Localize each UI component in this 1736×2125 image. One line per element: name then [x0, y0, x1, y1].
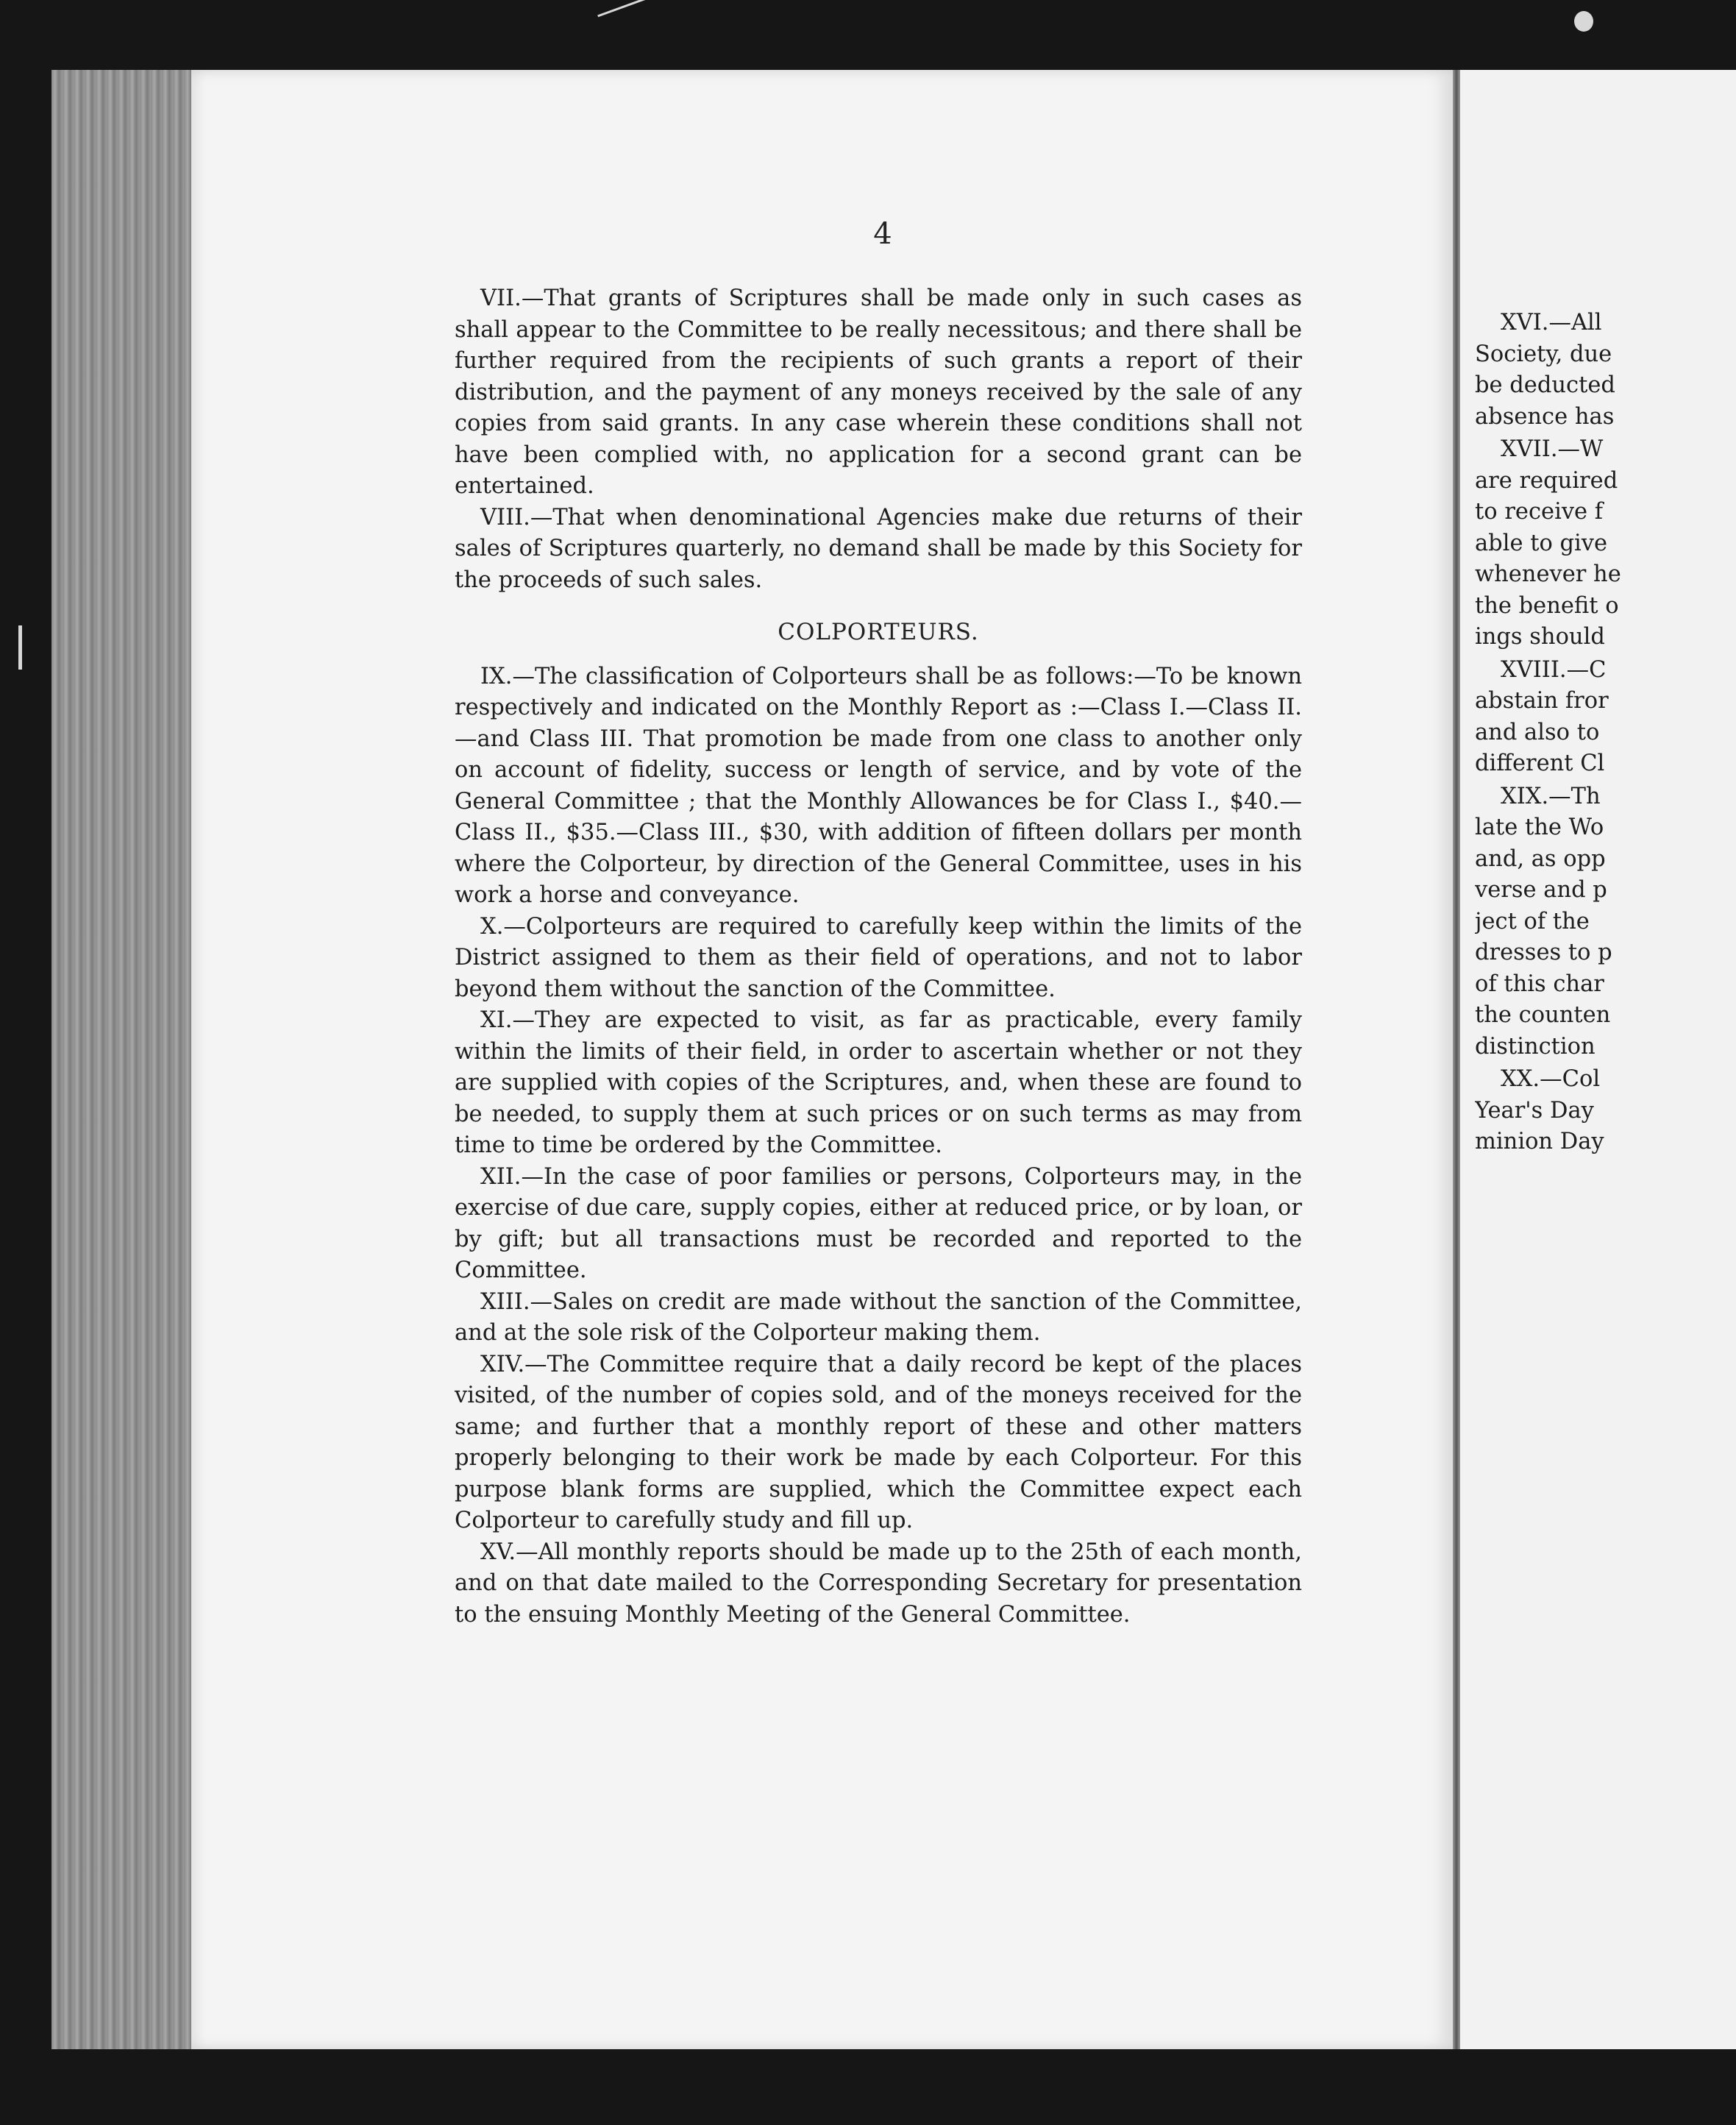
rule-viii: VIII.—That when denominational Agencies make due returns of their sales of Scriptures quarterly, no demand shall be made by this Society for the proceeds of such sales. — [455, 504, 1302, 593]
right-line: to receive f — [1475, 499, 1604, 525]
page-number: 4 — [873, 217, 892, 251]
right-line: absence has — [1475, 403, 1615, 430]
right-line: be deducted — [1475, 372, 1615, 398]
rule-xiii: XIII.—Sales on credit are made without the sanction of the Committee, and at the sole risk of the Colporteur making them. — [455, 1288, 1302, 1346]
right-line: verse and p — [1475, 877, 1607, 903]
rule-ix: IX.—The classification of Colporteurs shall be as follows:—To be known respectively and indicated on the Monthly Report as :—Class I.—Class II.—and Class III. That promotion be made from one class to another only on account of fidelity, success or length of service, and by vote of the General Committee ; that the Monthly Allowances be for Class I., $40.—Class II., $35.—Class III., $30, with addition of fifteen dollars per month where the Colporteur, by direction of the General Committee, uses in his work a horse and conveyance. — [455, 663, 1302, 908]
rule-xiv: XIV.—The Committee require that a daily record be kept of the places visited, of the number of copies sold, and of the moneys received for the same; and further that a monthly report of these and other matters properly belonging to their work be made by each Colporteur. For this purpose blank forms are supplied, which the Committee expect each Colporteur to carefully study and fill up. — [455, 1351, 1302, 1533]
right-line: different Cl — [1475, 751, 1605, 776]
right-line: whenever he — [1475, 561, 1621, 587]
rule-xii: XII.—In the case of poor families or persons, Colporteurs may, in the exercise of due care, supply copies, either at reduced price, or by loan, or by gift; but all transactions must be recorded and reported to the Committee. — [455, 1163, 1302, 1283]
right-line: the counten — [1475, 1002, 1611, 1028]
right-line: and, as opp — [1475, 845, 1606, 872]
left-page-text — [455, 283, 1302, 1631]
right-line: and also to — [1475, 719, 1600, 745]
rule-xi: XI.—They are expected to visit, as far as practicable, every family within the limits of their field, in order to ascertain whether or not they are supplied with copies of the Scriptures, and, when these are found to be needed, to supply them at such prices or on such terms as may from time to time be ordered by the Committee. — [455, 1007, 1302, 1158]
right-line: XVI.—All — [1501, 310, 1602, 336]
right-line: of this char — [1475, 971, 1604, 997]
right-line: dresses to p — [1475, 940, 1612, 965]
rule-xv: XV.—All monthly reports should be made up to the 25th of each month, and on that date mailed to the Corresponding Secretary for presentation to the ensuing Monthly Meeting of the General Committee. — [455, 1539, 1302, 1628]
right-line: XVIII.—C — [1501, 656, 1607, 683]
rule-vii: VII.—That grants of Scriptures shall be made only in such cases as shall appear to the Committee to be really necessitous; and there shall be further required from the recipients of such grants a report of their distribution, and the payment of any moneys received by the sale of any copies from said grants. In any case wherein these conditions shall not have been complied with, no application for a second grant can be entertained. — [455, 285, 1302, 499]
right-page-text — [1475, 308, 1736, 1158]
right-line: abstain fror — [1475, 688, 1609, 714]
right-line: able to give — [1475, 530, 1608, 556]
right-line: minion Day — [1475, 1129, 1604, 1154]
right-line: distinction — [1475, 1033, 1596, 1060]
film-scratch — [1574, 11, 1593, 32]
right-line: late the Wo — [1475, 815, 1604, 840]
right-line: Society, due — [1475, 341, 1612, 367]
right-line: ject of the — [1475, 908, 1590, 934]
right-line: ings should — [1475, 624, 1605, 650]
right-line: XVII.—W — [1501, 436, 1604, 462]
right-line: are required — [1475, 467, 1618, 494]
page-gutter — [1453, 70, 1460, 2049]
right-line: XX.—Col — [1501, 1066, 1601, 1092]
book-spine-edge — [51, 70, 191, 2049]
right-line: the benefit o — [1475, 592, 1619, 619]
right-line: XIX.—Th — [1501, 783, 1601, 809]
film-scratch — [18, 625, 22, 670]
rule-x: X.—Colporteurs are required to carefully keep within the limits of the District assigned to them as their field of operations, and not to labor beyond them without the sanction of the Committee. — [455, 913, 1302, 1002]
right-line: Year's Day — [1475, 1097, 1594, 1124]
section-heading-colporteurs: COLPORTEURS. — [778, 619, 979, 645]
